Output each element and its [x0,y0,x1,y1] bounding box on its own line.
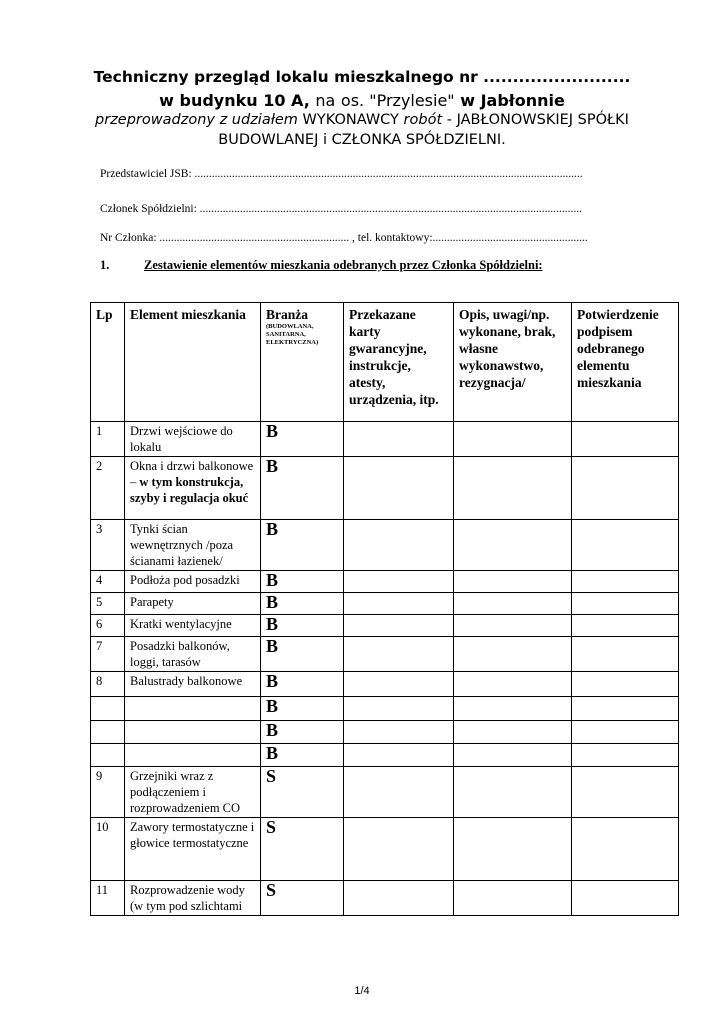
header-branza-sub: (BUDOWLANA, SANITARNA, ELEKTRYCZNA) [266,323,319,346]
table-row [91,818,679,881]
document-subtitle-line4: BUDOWLANEJ i CZŁONKA SPÓŁDZIELNI. [218,132,506,148]
row-potwierdzenie-cell[interactable] [572,721,679,744]
header-element: Element mieszkania [125,303,261,422]
building-na: na [315,91,336,110]
header-karty: Przekazane karty gwarancyjne, instrukcje, atesty, urządzenia, itp. [344,303,454,422]
row-karty-cell[interactable] [344,767,454,818]
row-branza: B [261,520,344,571]
table-row [91,422,679,457]
row-opis-cell[interactable] [454,881,572,916]
row-potwierdzenie-cell[interactable] [572,767,679,818]
row-potwierdzenie-cell[interactable] [572,422,679,457]
row-lp: 1 [91,422,125,457]
row-branza: B [261,744,344,767]
page-number: 1/4 [354,985,370,997]
row-branza: B [261,615,344,637]
row-element: Drzwi wejściowe do lokalu [125,422,261,457]
row-opis-cell[interactable] [454,721,572,744]
row-element: Balustrady balkonowe [125,672,261,697]
row-lp: 2 [91,457,125,520]
row-potwierdzenie-cell[interactable] [572,571,679,593]
row-opis-cell[interactable] [454,422,572,457]
row-element: Posadzki balkonów, loggi, tarasów [125,637,261,672]
row-potwierdzenie-cell[interactable] [572,672,679,697]
row-karty-cell[interactable] [344,520,454,571]
table-row [91,637,679,672]
row-lp: 8 [91,672,125,697]
row-element: Grzejniki wraz z podłączeniem i rozprowadzeniem CO [125,767,261,818]
row-potwierdzenie-cell[interactable] [572,615,679,637]
row-lp [91,744,125,767]
row-karty-cell[interactable] [344,457,454,520]
row-potwierdzenie-cell[interactable] [572,520,679,571]
row-lp: 4 [91,571,125,593]
row-element [125,744,261,767]
table-row [91,697,679,721]
row-lp: 7 [91,637,125,672]
building-label: w budynku 10 A, [159,91,310,110]
row-karty-cell[interactable] [344,571,454,593]
row-karty-cell[interactable] [344,744,454,767]
table-row [91,571,679,593]
row-branza: B [261,422,344,457]
row-branza: B [261,721,344,744]
row-potwierdzenie-cell[interactable] [572,697,679,721]
row-opis-cell[interactable] [454,520,572,571]
section-title: Zestawienie elementów mieszkania odebranych przez Członka Spółdzielni: [144,258,543,272]
row-opis-cell[interactable] [454,457,572,520]
document-subtitle-building [0,91,724,111]
row-karty-cell[interactable] [344,593,454,615]
row-karty-cell[interactable] [344,615,454,637]
row-branza: B [261,697,344,721]
row-element: Podłoża pod posadzki [125,571,261,593]
row-branza: S [261,818,344,881]
row-element [125,697,261,721]
row-karty-cell[interactable] [344,422,454,457]
row-element-part-a: Okna i drzwi balkonowe – [130,459,254,489]
participants-normal-a: WYKONAWCY [302,112,399,128]
table-row [91,881,679,916]
document-title: Techniczny przegląd lokalu mieszkalnego nr ......................... [93,68,631,86]
row-lp [91,721,125,744]
header-branza [261,303,344,422]
table-row [91,672,679,697]
table-row [91,767,679,818]
row-lp [91,697,125,721]
row-opis-cell[interactable] [454,637,572,672]
row-potwierdzenie-cell[interactable] [572,818,679,881]
row-opis-cell[interactable] [454,672,572,697]
row-karty-cell[interactable] [344,881,454,916]
row-potwierdzenie-cell[interactable] [572,637,679,672]
row-karty-cell[interactable] [344,818,454,881]
row-lp: 10 [91,818,125,881]
elements-table [90,302,679,916]
table-header-row [91,303,679,422]
row-potwierdzenie-cell[interactable] [572,881,679,916]
row-element: Parapety [125,593,261,615]
row-opis-cell[interactable] [454,744,572,767]
row-opis-cell[interactable] [454,818,572,881]
row-element: Kratki wentylacyjne [125,615,261,637]
header-lp: Lp [91,303,125,422]
section-heading [100,258,543,273]
row-opis-cell[interactable] [454,615,572,637]
participants-italic-b: robót [403,112,443,128]
row-karty-cell[interactable] [344,721,454,744]
participants-italic-a: przeprowadzony z udziałem [95,112,298,128]
row-branza: B [261,457,344,520]
table-row [91,457,679,520]
row-branza: B [261,637,344,672]
row-lp: 11 [91,881,125,916]
table-row [91,615,679,637]
row-opis-cell[interactable] [454,571,572,593]
row-element: Zawory termostatyczne i głowice termostatyczne [125,818,261,881]
participants-normal-b: - JABŁONOWSKIEJ SPÓŁKI [446,112,629,128]
section-number: 1. [100,258,110,272]
header-branza-label: Branża [266,307,308,322]
row-branza: B [261,593,344,615]
row-element: Tynki ścian wewnętrznych /poza ścianami łazienek/ [125,520,261,571]
row-lp: 9 [91,767,125,818]
row-karty-cell[interactable] [344,697,454,721]
row-element-part-b: w tym konstrukcja, szyby i regulacja okuć [130,475,249,505]
representative-field[interactable]: Przedstawiciel JSB: ....................................................................................................................................... [100,168,583,180]
table-row [91,744,679,767]
row-element: Rozprowadzenie wody (w tym pod szlichtami [125,881,261,916]
row-branza: S [261,881,344,916]
header-potwierdzenie: Potwierdzenie podpisem odebranego elementu mieszkania [572,303,679,422]
row-branza: S [261,767,344,818]
table-row [91,721,679,744]
row-potwierdzenie-cell[interactable] [572,457,679,520]
header-opis: Opis, uwagi/np. wykonane, brak, własne wykonawstwo, rezygnacja/ [454,303,572,422]
row-opis-cell[interactable] [454,593,572,615]
row-branza: B [261,672,344,697]
member-number-phone-field[interactable]: Nr Członka: .................................................................. , tel. kontaktowy:...................................................... [100,232,588,244]
table-row [91,593,679,615]
row-potwierdzenie-cell[interactable] [572,744,679,767]
document-subtitle-participants [0,110,724,130]
row-opis-cell[interactable] [454,697,572,721]
row-potwierdzenie-cell[interactable] [572,593,679,615]
row-element [125,721,261,744]
row-lp: 3 [91,520,125,571]
row-lp: 5 [91,593,125,615]
row-lp: 6 [91,615,125,637]
row-branza: B [261,571,344,593]
member-field[interactable]: Członek Spółdzielni: ..................................................................................................................................... [100,203,583,215]
row-opis-cell[interactable] [454,767,572,818]
row-element [125,457,261,520]
row-karty-cell[interactable] [344,637,454,672]
table-row [91,520,679,571]
town-name: w Jabłonnie [460,91,565,110]
estate-name: os. "Przylesie" [340,91,455,110]
row-karty-cell[interactable] [344,672,454,697]
